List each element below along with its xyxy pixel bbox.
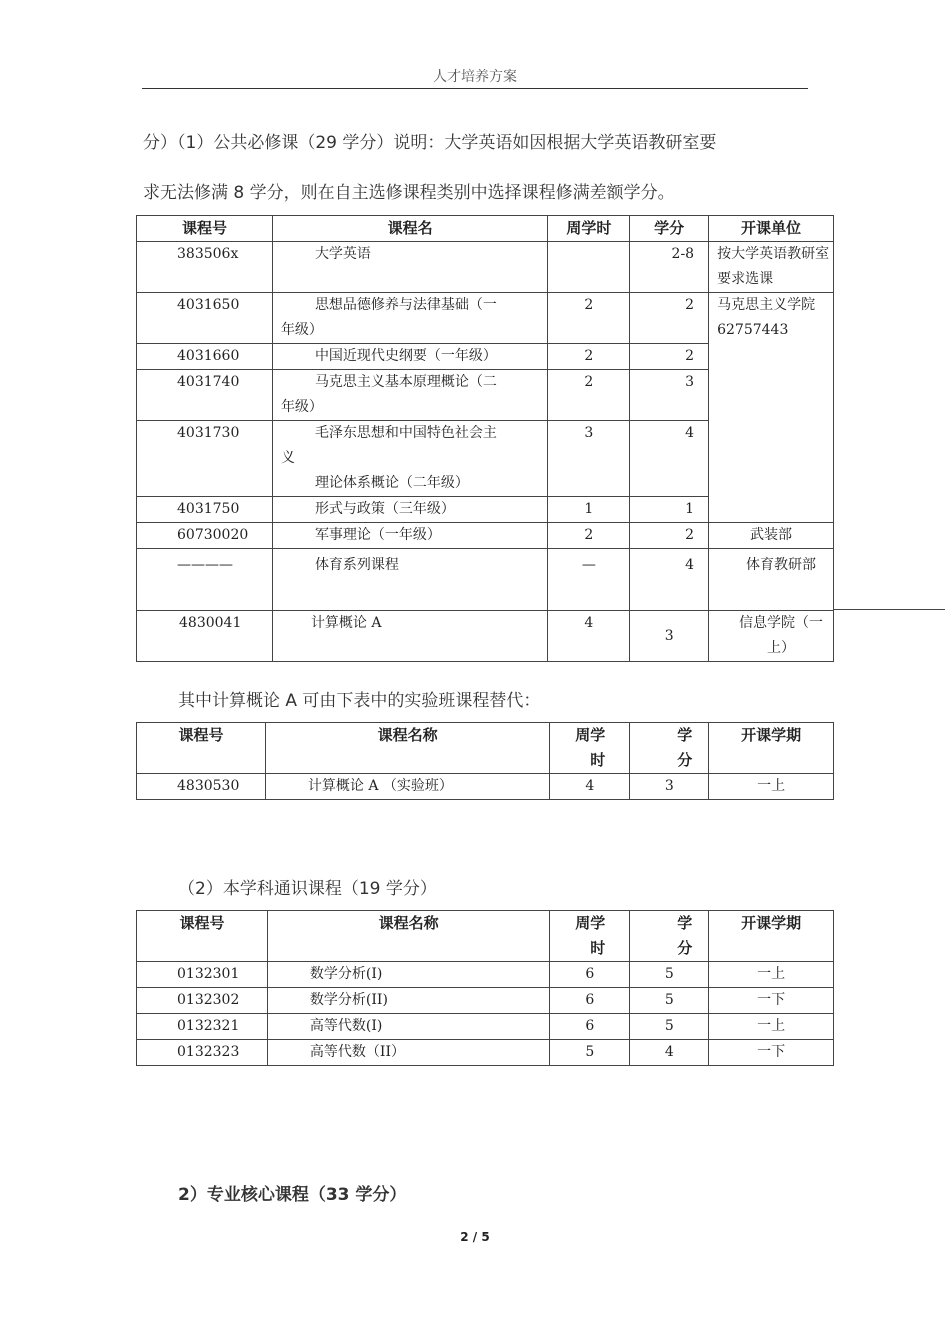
course-credits: 4: [630, 549, 709, 611]
table-row: [137, 549, 834, 611]
course-code: 4830041: [137, 611, 273, 662]
course-code: 4031750: [137, 497, 273, 523]
table-header-row: [137, 216, 834, 242]
course-name: 大学英语: [272, 242, 547, 293]
course-unit: 马克思主义学院 62757443: [709, 293, 834, 523]
course-name: [272, 421, 547, 497]
course-hours: [548, 242, 630, 293]
header-rule: [142, 88, 808, 89]
course-code: 4031660: [137, 344, 273, 370]
course-code: ————: [137, 549, 273, 611]
course-hours: 3: [548, 421, 630, 497]
course-code: 0132321: [137, 1014, 268, 1040]
col-header-hours: 周学时: [548, 216, 630, 242]
substitute-course-table: [136, 722, 834, 800]
course-name: [272, 293, 547, 344]
course-credits: 4: [630, 1040, 709, 1066]
course-term: 一下: [709, 988, 834, 1014]
course-unit: 按大学英语教研室要求选课: [709, 242, 834, 293]
course-name: 数学分析(I): [267, 962, 549, 988]
table-row: [137, 1040, 834, 1066]
course-hours: 6: [550, 962, 630, 988]
col-header-name: 课程名称: [265, 723, 549, 774]
table-row: [137, 611, 834, 662]
course-name-line: 思想品德修养与法律基础（一: [314, 297, 497, 313]
general-courses-table: [136, 910, 834, 1066]
public-courses-table: [136, 215, 834, 662]
course-hours: 2: [548, 523, 630, 549]
col-header-code: 课程号: [137, 723, 266, 774]
course-name-line: 义: [280, 450, 295, 466]
table-row: [137, 1014, 834, 1040]
course-credits: 3: [630, 370, 709, 421]
course-code: 383506x: [137, 242, 273, 293]
table-row: [137, 774, 834, 800]
col-header-term: 开课学期: [709, 723, 834, 774]
section-core-courses-heading: 2）专业核心课程（33 学分）: [178, 1185, 407, 1205]
course-name: 数学分析(II): [267, 988, 549, 1014]
table-row: [137, 523, 834, 549]
course-name-line: 年级）: [280, 399, 323, 415]
course-term: 一上: [709, 962, 834, 988]
course-name-line: 马克思主义基本原理概论（二: [314, 374, 497, 390]
course-credits: 5: [630, 962, 709, 988]
table-row: [137, 988, 834, 1014]
page-header-title: 人才培养方案: [433, 69, 517, 85]
course-term: 一上: [709, 1014, 834, 1040]
course-name-line: 年级）: [280, 322, 323, 338]
table-header-row: [137, 911, 834, 962]
course-name: 高等代数（II）: [267, 1040, 549, 1066]
col-header-credits: 学分: [630, 216, 709, 242]
table-row: [137, 962, 834, 988]
course-name: 计算概论 A （实验班）: [265, 774, 549, 800]
course-name: 军事理论（一年级）: [272, 523, 547, 549]
course-credits: 2: [630, 523, 709, 549]
course-name-line: 理论体系概论（二年级）: [314, 475, 469, 491]
course-code: 0132302: [137, 988, 268, 1014]
course-name: 计算概论 A: [272, 611, 547, 662]
course-unit: 信息学院（一上）: [709, 611, 834, 662]
section-general-courses-heading: （2）本学科通识课程（19 学分）: [178, 879, 437, 899]
intro-line-2: 求无法修满 8 学分，则在自主选修课程类别中选择课程修满差额学分。: [143, 183, 675, 203]
course-credits: 5: [630, 1014, 709, 1040]
course-code: 60730020: [137, 523, 273, 549]
table-border-line: [833, 609, 945, 610]
course-hours: 5: [550, 1040, 630, 1066]
course-name: 中国近现代史纲要（一年级）: [272, 344, 547, 370]
table-header-row: [137, 723, 834, 774]
course-credits: 2: [630, 344, 709, 370]
page-number: 2 / 5: [460, 1230, 490, 1244]
col-header-hours: 周学时: [550, 723, 630, 774]
table-row: [137, 293, 834, 344]
course-hours: 4: [550, 774, 630, 800]
col-header-code: 课程号: [137, 216, 273, 242]
course-hours: 6: [550, 1014, 630, 1040]
col-header-code: 课程号: [137, 911, 268, 962]
col-header-name: 课程名: [272, 216, 547, 242]
course-code: 4830530: [137, 774, 266, 800]
col-header-hours: 周学时: [550, 911, 630, 962]
course-credits: 3: [630, 774, 709, 800]
course-code: 4031740: [137, 370, 273, 421]
course-unit: 体育教研部: [709, 549, 834, 611]
course-code: 4031730: [137, 421, 273, 497]
course-hours: 6: [550, 988, 630, 1014]
course-credits: 1: [630, 497, 709, 523]
course-credits: 2: [630, 293, 709, 344]
course-code: 4031650: [137, 293, 273, 344]
course-term: 一上: [709, 774, 834, 800]
intro-line-1: 分）（1）公共必修课（29 学分）说明：大学英语如因根据大学英语教研室要: [143, 133, 717, 153]
course-name-line: 毛泽东思想和中国特色社会主: [314, 425, 497, 441]
col-header-unit: 开课单位: [709, 216, 834, 242]
table-row: [137, 242, 834, 293]
course-name: [272, 370, 547, 421]
substitution-note: 其中计算概论 A 可由下表中的实验班课程替代：: [178, 691, 541, 711]
course-credits: 3: [630, 611, 709, 662]
course-name: 形式与政策（三年级）: [272, 497, 547, 523]
course-hours: 4: [548, 611, 630, 662]
course-hours: 2: [548, 344, 630, 370]
course-hours: 1: [548, 497, 630, 523]
course-hours: 2: [548, 293, 630, 344]
col-header-credits: 学分: [630, 723, 709, 774]
course-credits: 2-8: [630, 242, 709, 293]
course-hours: —: [548, 549, 630, 611]
col-header-credits: 学分: [630, 911, 709, 962]
course-hours: 2: [548, 370, 630, 421]
course-name: 高等代数(I): [267, 1014, 549, 1040]
course-credits: 5: [630, 988, 709, 1014]
course-code: 0132301: [137, 962, 268, 988]
course-unit: 武装部: [709, 523, 834, 549]
col-header-name: 课程名称: [267, 911, 549, 962]
col-header-term: 开课学期: [709, 911, 834, 962]
course-credits: 4: [630, 421, 709, 497]
course-name: 体育系列课程: [272, 549, 547, 611]
course-code: 0132323: [137, 1040, 268, 1066]
course-term: 一下: [709, 1040, 834, 1066]
